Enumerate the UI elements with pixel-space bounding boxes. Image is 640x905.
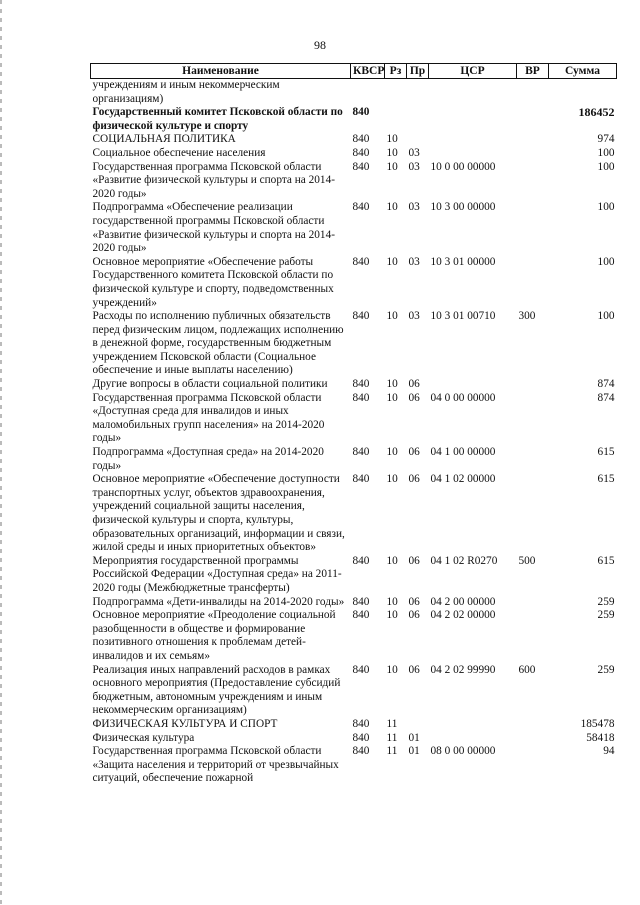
- row-csr: 10 3 01 00000: [430, 255, 496, 268]
- row-sum: 100: [597, 201, 615, 214]
- row-sum: [549, 79, 617, 107]
- row-pr: [407, 133, 429, 147]
- row-kvsr: 840: [352, 391, 370, 404]
- row-vr: [517, 718, 549, 732]
- row-vr: [517, 446, 549, 473]
- row-sum: 615: [597, 554, 615, 567]
- row-kvsr: 840: [352, 554, 370, 567]
- row-kvsr: 840: [352, 446, 370, 459]
- page-number: 98: [314, 38, 326, 52]
- row-sum: 874: [597, 391, 615, 404]
- row-sum: 615: [597, 473, 615, 486]
- row-vr: 500: [518, 554, 536, 567]
- row-kvsr: 840: [352, 717, 370, 730]
- table-row: [91, 446, 617, 473]
- row-kvsr: 840: [352, 255, 370, 268]
- row-kvsr: 840: [352, 106, 370, 119]
- row-name: Государственная программа Псковской области «Доступная среда для инвалидов и иных маломобильных групп населения» на 2014-2020 годы»: [92, 391, 325, 445]
- header-pr: Пр: [407, 64, 429, 79]
- row-csr: 10 3 01 00710: [430, 310, 496, 323]
- row-sum: 100: [597, 310, 615, 323]
- row-pr: 06: [408, 663, 420, 676]
- row-sum: 259: [597, 663, 615, 676]
- row-name: Основное мероприятие «Обеспечение доступности транспортных услуг, объектов здравоохранения, учреждений социальной защиты населения, физической культуры и спорта, культуры, образовательных организаций, информации и связи, жилой среды и иных приоритетных объектов»: [92, 473, 345, 554]
- row-rz: 10: [386, 554, 398, 567]
- row-vr: [517, 201, 549, 255]
- header-sum: Сумма: [549, 64, 617, 79]
- row-pr: 06: [408, 473, 420, 486]
- row-csr: [429, 718, 517, 732]
- row-csr: [429, 378, 517, 392]
- row-rz: 10: [386, 609, 398, 622]
- row-name: СОЦИАЛЬНАЯ ПОЛИТИКА: [92, 133, 236, 146]
- row-pr: 03: [408, 255, 420, 268]
- row-csr: [429, 732, 517, 746]
- row-pr: [407, 718, 429, 732]
- row-kvsr: 840: [352, 310, 370, 323]
- row-vr: [517, 133, 549, 147]
- row-rz: 10: [386, 146, 398, 159]
- row-sum: 58418: [586, 731, 615, 744]
- row-vr: [517, 161, 549, 202]
- row-vr: [517, 147, 549, 161]
- table-row: [91, 79, 617, 107]
- row-pr: [407, 79, 429, 107]
- row-sum: 186452: [578, 105, 615, 120]
- row-sum: 100: [597, 146, 615, 159]
- row-pr: 06: [408, 378, 420, 391]
- row-rz: 10: [386, 201, 398, 214]
- header-csr: ЦСР: [429, 64, 517, 79]
- row-vr: [517, 79, 549, 107]
- row-name: Мероприятия государственной программы Российской Федерации «Доступная среда» на 2011-2020 годы (Межбюджетные трансферты): [92, 554, 342, 594]
- row-name: Основное мероприятие «Преодоление социальной разобщенности в обществе и формирование позитивного отношения к проблемам детей-инвалидов и их семьям»: [92, 609, 336, 662]
- row-vr: [517, 609, 549, 663]
- row-kvsr: 840: [352, 160, 370, 173]
- row-kvsr: 840: [352, 378, 370, 391]
- row-vr: 300: [518, 310, 536, 323]
- row-name: Другие вопросы в области социальной политики: [92, 378, 328, 391]
- row-csr: [429, 106, 517, 133]
- row-csr: 04 1 02 R0270: [430, 554, 498, 567]
- row-kvsr: 840: [352, 663, 370, 676]
- row-pr: 06: [408, 391, 420, 404]
- scan-edge: [0, 0, 2, 905]
- row-rz: 10: [386, 310, 398, 323]
- row-rz: 10: [386, 378, 398, 391]
- row-pr: 01: [408, 731, 420, 744]
- row-kvsr: 840: [352, 201, 370, 214]
- row-vr: [517, 745, 549, 786]
- row-csr: 10 0 00 00000: [430, 160, 496, 173]
- table-row: [91, 745, 617, 786]
- row-sum: 259: [597, 609, 615, 622]
- row-rz: 11: [386, 717, 398, 730]
- table-row: [91, 718, 617, 732]
- table-row: [91, 161, 617, 202]
- row-pr: [407, 106, 429, 133]
- table-row: [91, 201, 617, 255]
- table-row: [91, 378, 617, 392]
- row-csr: 04 2 02 00000: [430, 609, 496, 622]
- table-row: [91, 310, 617, 378]
- row-vr: [517, 732, 549, 746]
- row-csr: 04 0 00 00000: [430, 391, 496, 404]
- row-csr: [429, 79, 517, 107]
- row-name: Государственный комитет Псковской области по физической культуре и спорту: [92, 106, 343, 132]
- table-row: [91, 133, 617, 147]
- row-pr: 06: [408, 595, 420, 608]
- header-name: Наименование: [91, 64, 351, 79]
- row-vr: 600: [518, 663, 536, 676]
- budget-table: [90, 63, 617, 786]
- row-sum: 615: [597, 446, 615, 459]
- row-name: Подпрограмма «Дети-инвалиды на 2014-2020 годы»: [92, 595, 345, 608]
- row-name: ФИЗИЧЕСКАЯ КУЛЬТУРА И СПОРТ: [92, 717, 278, 730]
- row-csr: 08 0 00 00000: [430, 745, 496, 758]
- row-kvsr: 840: [352, 473, 370, 486]
- row-pr: 03: [408, 201, 420, 214]
- row-csr: 10 3 00 00000: [430, 201, 496, 214]
- row-name: Физическая культура: [92, 731, 195, 744]
- row-name: Государственная программа Псковской области «Развитие физической культуры и спорта на 2014-2020 годы»: [92, 160, 335, 200]
- header-rz: Рз: [385, 64, 407, 79]
- row-kvsr: 840: [352, 133, 370, 146]
- row-csr: [429, 133, 517, 147]
- row-sum: 259: [597, 595, 615, 608]
- table-row: [91, 147, 617, 161]
- row-name: Социальное обеспечение населения: [92, 146, 266, 159]
- table-row: [91, 392, 617, 446]
- row-name: учреждениям и иным некоммерческим организациям): [92, 79, 280, 105]
- row-pr: 06: [408, 554, 420, 567]
- row-pr: 03: [408, 160, 420, 173]
- row-rz: 11: [386, 731, 398, 744]
- row-name: Государственная программа Псковской области «Защита населения и территорий от чрезвычайных ситуаций, обеспечение пожарной: [92, 745, 339, 785]
- row-rz: 10: [386, 133, 398, 146]
- row-pr: 01: [408, 745, 420, 758]
- header-vr: ВР: [517, 64, 549, 79]
- table-row: [91, 555, 617, 596]
- table-row: [91, 106, 617, 133]
- row-vr: [517, 106, 549, 133]
- row-rz: [385, 79, 407, 107]
- table-row: [91, 664, 617, 718]
- row-csr: [429, 147, 517, 161]
- row-rz: 10: [386, 446, 398, 459]
- row-rz: 10: [386, 255, 398, 268]
- row-name: Расходы по исполнению публичных обязательств перед физическим лицом, подлежащих исполнению в денежной форме, государственным бюджетным учреждением Псковской области (Социальное обеспечение и иные выплаты населению): [92, 310, 344, 377]
- row-pr: 06: [408, 609, 420, 622]
- row-rz: 10: [386, 663, 398, 676]
- row-rz: [385, 106, 407, 133]
- row-vr: [517, 596, 549, 610]
- row-kvsr: 840: [352, 146, 370, 159]
- row-name: Подпрограмма «Обеспечение реализации государственной программы Псковской области «Развитие физической культуры и спорта на 2014-2020 годы»: [92, 201, 335, 255]
- row-csr: 04 2 00 00000: [430, 595, 496, 608]
- table-row: [91, 596, 617, 610]
- row-kvsr: 840: [352, 745, 370, 758]
- row-rz: 10: [386, 160, 398, 173]
- table-row: [91, 732, 617, 746]
- row-sum: 185478: [580, 717, 615, 730]
- row-vr: [517, 392, 549, 446]
- row-name: Основное мероприятие «Обеспечение работы Государственного комитета Псковской области по физической культуре и спорту, подведомственных учреждений»: [92, 255, 334, 309]
- row-rz: 10: [386, 595, 398, 608]
- row-csr: 04 2 02 99990: [430, 663, 496, 676]
- row-rz: 10: [386, 391, 398, 404]
- row-name: Подпрограмма «Доступная среда» на 2014-2020 годы»: [92, 446, 324, 472]
- row-pr: 03: [408, 310, 420, 323]
- row-sum: 94: [603, 745, 615, 758]
- row-pr: 03: [408, 146, 420, 159]
- table-row: [91, 256, 617, 310]
- row-kvsr: [351, 79, 385, 107]
- row-sum: 874: [597, 378, 615, 391]
- row-rz: 11: [386, 745, 398, 758]
- table-row: [91, 609, 617, 663]
- row-sum: 100: [597, 255, 615, 268]
- row-vr: [517, 378, 549, 392]
- row-vr: [517, 473, 549, 555]
- header-kvsr: КВСР: [351, 64, 385, 79]
- row-kvsr: 840: [352, 609, 370, 622]
- table-header-row: [91, 64, 617, 79]
- row-vr: [517, 256, 549, 310]
- row-name: Реализация иных направлений расходов в рамках основного мероприятия (Предоставление субсидий бюджетным, автономным учреждениям и иным некоммерческим организациям): [92, 663, 341, 717]
- row-pr: 06: [408, 446, 420, 459]
- table-row: [91, 473, 617, 555]
- row-kvsr: 840: [352, 731, 370, 744]
- row-csr: 04 1 00 00000: [430, 446, 496, 459]
- row-sum: 100: [597, 160, 615, 173]
- row-rz: 10: [386, 473, 398, 486]
- row-kvsr: 840: [352, 595, 370, 608]
- row-sum: 974: [597, 133, 615, 146]
- row-csr: 04 1 02 00000: [430, 473, 496, 486]
